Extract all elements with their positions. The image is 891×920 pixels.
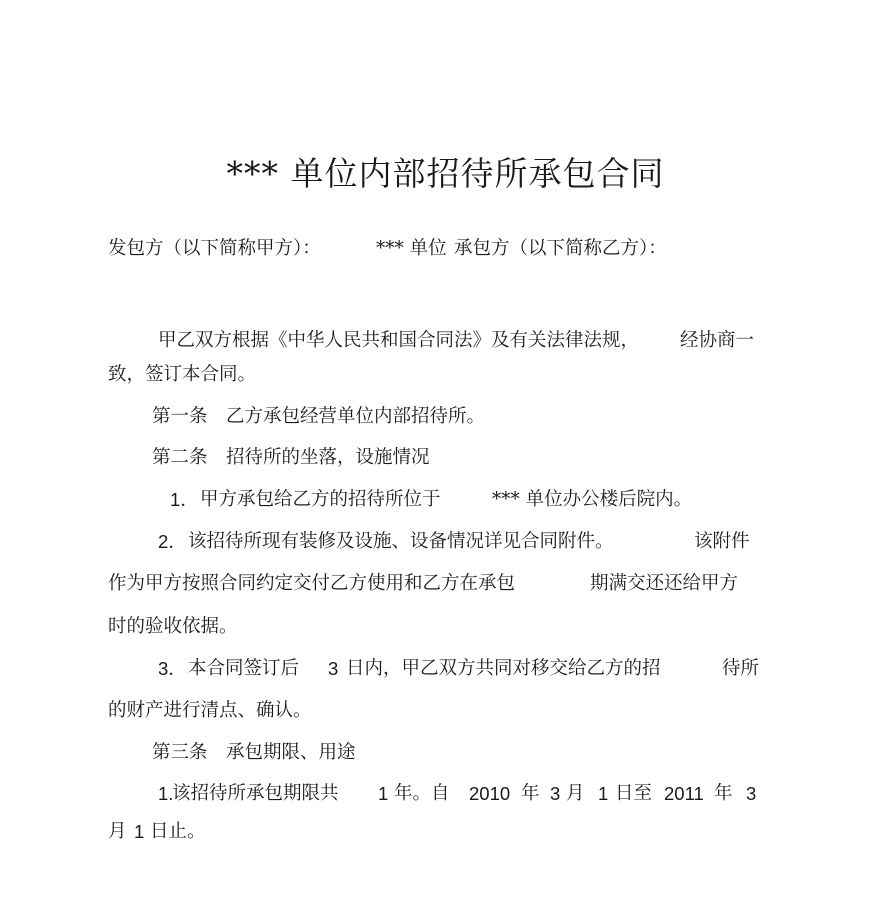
article-2-item-2-line-2a: 作为甲方按照合同约定交付乙方使用和乙方在承包 [108,573,516,594]
article-3-item-1-year-label: 年 [521,783,540,804]
article-3-item-1-start-year: 2010 [469,783,511,804]
article-3-item-1-start-month: 3 [550,783,561,804]
party-a-label: 发包方（以下简称甲方）： [108,238,321,259]
article-3-item-1-month-label: 月 [566,783,585,804]
article-2-item-1-number: 1． [170,489,199,510]
article-2-item-2-number: 2． [158,531,187,552]
article-3-item-1-line-2b: 日止。 [150,821,206,842]
article-3-item-1-line-2a: 月 [108,821,127,842]
party-a-name: *** 单位 [376,238,447,259]
article-2-item-3-line-2: 的财产进行清点、确认。 [108,700,312,721]
article-2-item-3-text-b: 日内，甲乙双方共同对移交给乙方的招 [346,658,661,679]
article-3-item-1-start-day: 1 [598,783,609,804]
party-b-label: 承包方（以下简称乙方）： [454,238,667,259]
article-3-item-1-number: 1. [158,783,174,804]
article-2-item-1-text-a: 甲方承包给乙方的招待所位于 [200,489,441,510]
article-2-item-2-text-a: 该招待所现有装修及设施、设备情况详见合同附件。 [188,531,614,552]
article-3-item-1-end-year: 2011 [664,783,704,804]
article-3-item-1-end-month: 3 [746,783,757,804]
preamble-line-1: 甲乙双方根据《中华人民共和国合同法》及有关法律法规， [158,330,640,351]
article-2-item-1-text-b: *** 单位办公楼后院内。 [492,489,693,510]
article-2-item-3-text-a: 本合同签订后 [188,658,300,679]
article-2-heading: 第二条 招待所的坐落，设施情况 [152,447,430,468]
article-3-item-1-text-c: 日至 [615,783,653,804]
article-3-item-1-end-year-label: 年 [714,783,733,804]
preamble-line-2: 致，签订本合同。 [108,364,257,385]
article-1: 第一条 乙方承包经营单位内部招待所。 [152,406,486,427]
article-3-item-1-text-a: 该招待所承包期限共 [172,783,339,804]
article-2-item-2-line-2b: 期满交还还给甲方 [590,573,739,594]
preamble-line-1-tail: 经协商一 [680,330,755,351]
document-title: *** 单位内部招待所承包合同 [226,154,665,193]
article-3-item-1-text-b: 年。自 [394,783,450,804]
article-3-item-1-years: 1 [378,783,389,804]
article-2-item-3-number: 3． [158,658,187,679]
article-3-heading: 第三条 承包期限、用途 [152,742,356,763]
article-3-item-1-end-day: 1 [134,821,145,842]
article-2-item-2-text-b: 该附件 [694,531,750,552]
article-2-item-3-text-c: 待所 [722,658,760,679]
article-2-item-2-line-3: 时的验收依据。 [108,616,238,637]
article-2-item-3-days: 3 [328,658,339,679]
